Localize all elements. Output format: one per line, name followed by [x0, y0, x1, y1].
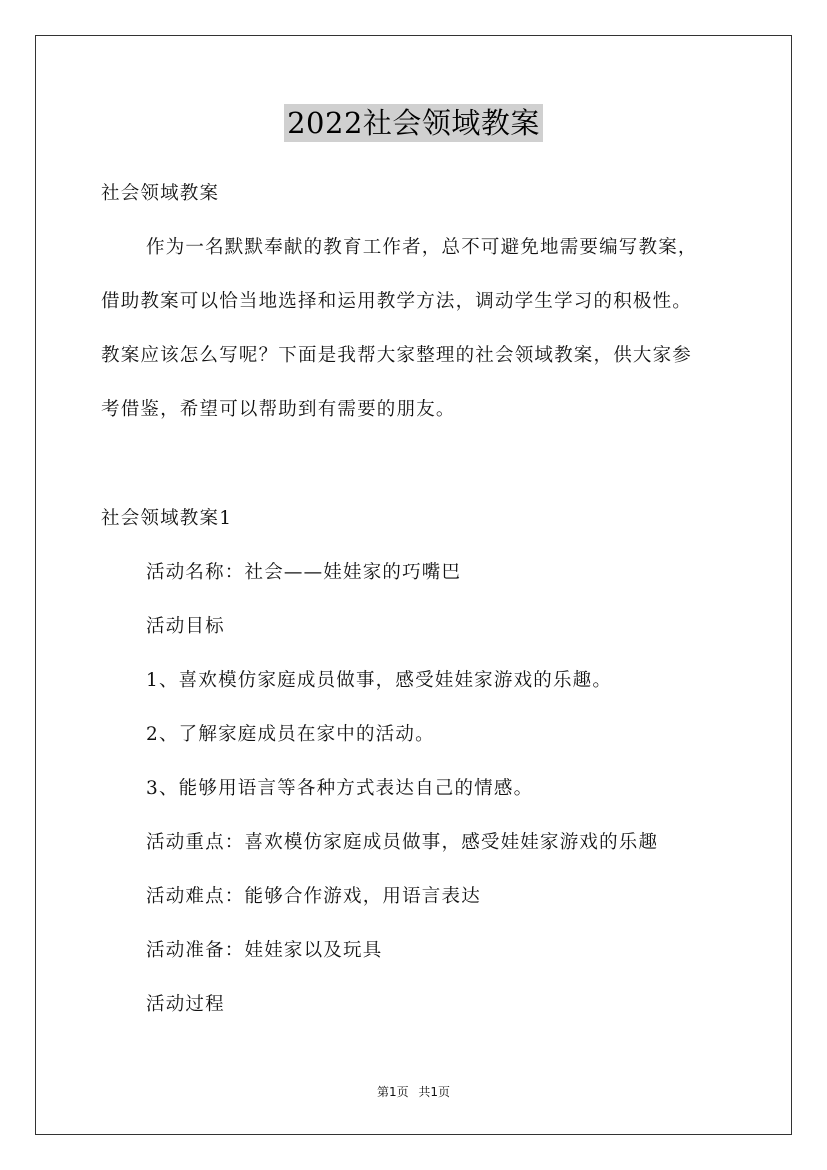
goal-item-3: 3、能够用语言等各种方式表达自己的情感。 — [146, 778, 534, 799]
page-footer — [0, 1083, 827, 1100]
process-heading: 活动过程 — [146, 994, 225, 1015]
intro-paragraph-line-2: 借助教案可以恰当地选择和运用教学方法，调动学生学习的积极性。 — [101, 291, 693, 312]
goals-heading: 活动目标 — [146, 616, 225, 637]
preparation: 活动准备：娃娃家以及玩具 — [146, 940, 383, 961]
intro-paragraph-line-1: 作为一名默默奉献的教育工作者，总不可避免地需要编写教案， — [146, 237, 698, 258]
difficulty: 活动难点：能够合作游戏，用语言表达 — [146, 886, 481, 907]
key-point: 活动重点：喜欢模仿家庭成员做事，感受娃娃家游戏的乐趣 — [146, 832, 659, 853]
document-title: 2022社会领域教案 — [284, 104, 543, 142]
goal-item-1: 1、喜欢模仿家庭成员做事，感受娃娃家游戏的乐趣。 — [146, 670, 613, 691]
intro-paragraph-line-4: 考借鉴，希望可以帮助到有需要的朋友。 — [101, 399, 456, 420]
intro-paragraph-line-3: 教案应该怎么写呢？下面是我帮大家整理的社会领域教案，供大家参 — [101, 345, 693, 366]
page-current: 第1页 — [376, 1085, 409, 1099]
activity-name: 活动名称：社会——娃娃家的巧嘴巴 — [146, 562, 462, 583]
title-container — [0, 104, 827, 142]
goal-item-2: 2、了解家庭成员在家中的活动。 — [146, 724, 435, 745]
page-total: 共1页 — [418, 1085, 451, 1099]
intro-heading: 社会领域教案 — [101, 183, 220, 204]
section-heading: 社会领域教案1 — [101, 508, 233, 529]
